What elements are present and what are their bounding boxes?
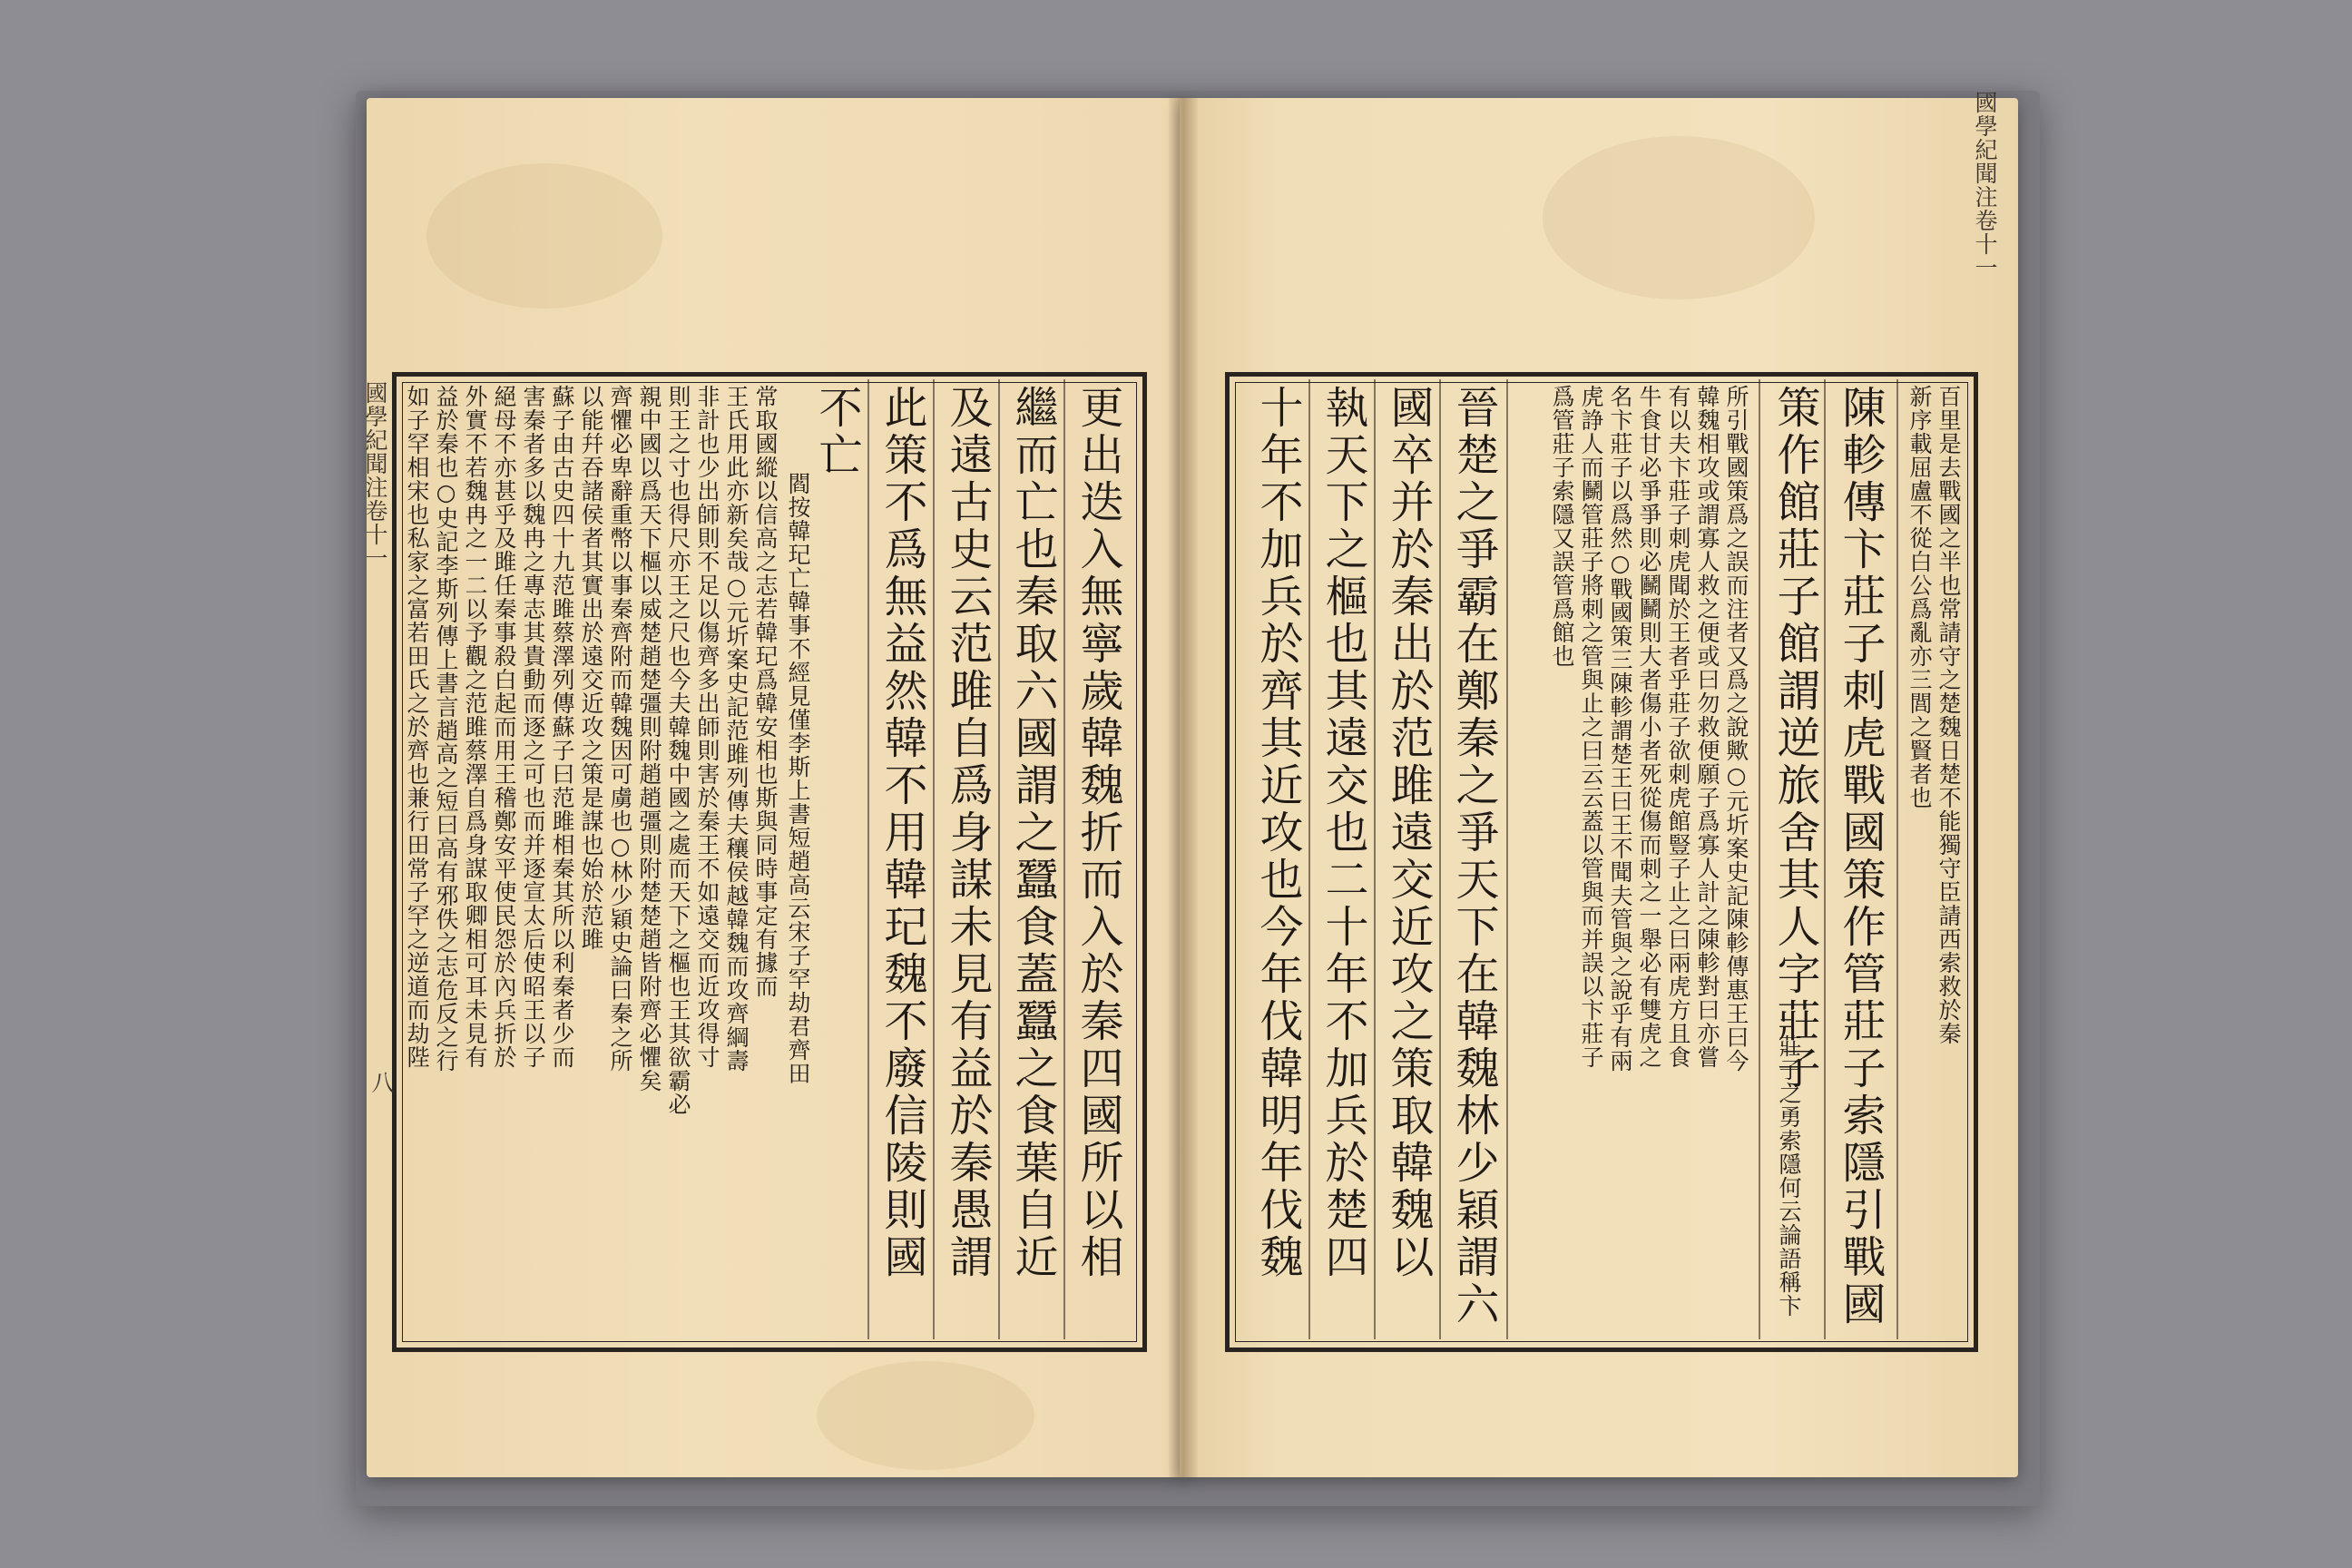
main-text-column: 此策不爲無益然韓不用韓玘魏不廢信陵則國 <box>877 385 927 1281</box>
column-rule <box>1063 379 1065 1339</box>
main-text-column: 更出迭入無寧歲韓魏折而入於秦四國所以相 <box>1073 385 1123 1281</box>
commentary-column: 齊懼必卑辭重幣以事秦齊附而韓魏因可虜也○林少穎史論曰秦之所 <box>607 385 633 1073</box>
commentary-column: 韓魏相攻或謂寡人救之便或曰勿救便願子爲寡人計之陳軫對曰亦嘗 <box>1694 385 1720 1069</box>
book-gutter <box>1169 98 1198 1477</box>
column-rule <box>1759 379 1760 1339</box>
column-rule <box>1896 379 1898 1339</box>
main-text-column: 晉楚之爭霸在鄭秦之爭天下在韓魏林少穎謂六 <box>1448 385 1499 1328</box>
column-rule <box>867 379 869 1339</box>
commentary-column: 牛食甘必爭爭則必鬭鬭則大者傷小者死從傷而刺之一舉必有雙虎之 <box>1636 385 1662 1069</box>
commentary-column: 外實不若魏冉之一二以予觀之范雎蔡澤自爲身謀取卿相可耳未見有 <box>462 385 488 1069</box>
paper-stain <box>817 1361 1034 1470</box>
commentary-column: 有以夫卞莊子刺虎聞於王者乎莊子欲刺虎館豎子止之曰兩虎方且食 <box>1665 385 1691 1069</box>
left-folio: 八 <box>368 1071 395 1094</box>
paper-stain <box>1543 136 1815 299</box>
column-rule <box>1506 379 1508 1339</box>
main-text-column: 國卒并於秦出於范雎遠交近攻之策取韓魏以 <box>1383 385 1434 1281</box>
commentary-column: 爲管莊子索隱又誤管爲館也 <box>1549 385 1575 668</box>
commentary-column: 以能幷吞諸侯者其實出於遠交近攻之策是謀也始於范雎 <box>578 385 604 951</box>
commentary-column: 百里是去戰國之半也常請守之楚魏日楚不能獨守臣請西索救於秦 <box>1936 385 1962 1045</box>
commentary-column: 虎諍人而鬭管莊子將刺之管與止之曰云云蓋以管與而并誤以卞莊子 <box>1578 385 1604 1069</box>
commentary-column: 常取國縱以信高之志若韓玘爲韓安相也斯與同時事定有據而 <box>752 385 779 998</box>
commentary-column: 非計也少出師則不足以傷齊多出師則害於秦王不如遠交而近攻得寸 <box>694 385 720 1069</box>
commentary-column: 則王之寸也得尺亦王之尺也今夫韓魏中國之處而天下之樞也王其欲霸必 <box>665 385 691 1116</box>
commentary-column: 害秦者多以魏冉之專志其貴動而逐之可也而并逐宣太后使昭王以子 <box>520 385 546 1069</box>
commentary-column: 新序載屈盧不從白公爲亂亦三閭之賢者也 <box>1906 385 1933 809</box>
column-rule <box>1824 379 1826 1339</box>
column-rule <box>998 379 1000 1339</box>
heading-column: 陳軫傳卞莊子刺虎戰國策作管莊子索隱引戰國 <box>1835 385 1886 1328</box>
column-rule <box>1374 379 1376 1339</box>
paper-stain <box>426 163 662 309</box>
column-rule <box>1439 379 1441 1339</box>
commentary-column: 所引戰國策爲之誤而注者又爲之說歟○元圻案史記陳軫傳惠王曰今 <box>1723 385 1749 1073</box>
commentary-column: 益於秦也○史記李斯列傳上書言趙高之短曰高有邪佚之志危反之行 <box>433 385 459 1073</box>
column-rule <box>933 379 935 1339</box>
commentary-column: 閻按韓玘亡韓事不經見僅李斯上書短趙高云宋子罕劫君齊田 <box>785 472 811 1085</box>
commentary-column: 名卞莊子以爲然○戰國策三陳軫謂楚王曰王不聞夫管與之說乎有兩 <box>1607 385 1633 1073</box>
right-margin-title: 國學紀聞注卷十一 <box>1972 91 1998 279</box>
heading-continuation: 策作館莊子館謂逆旅舍其人字莊子 <box>1769 385 1820 1093</box>
commentary-column: 親中國以爲天下樞以威楚趙楚彊則附趙趙彊則附楚楚趙皆附齊必懼矣 <box>636 385 662 1093</box>
main-text-column: 執天下之樞也其遠交也二十年不加兵於楚四 <box>1318 385 1368 1281</box>
left-margin-title: 國學紀聞注卷十一 <box>362 381 388 570</box>
main-text-column: 繼而亡也秦取六國謂之蠶食蓋蠶之食葉自近 <box>1007 385 1058 1281</box>
main-text-column: 及遠古史云范雎自爲身謀未見有益於秦愚謂 <box>942 385 993 1281</box>
commentary-column: 王氏用此亦新矣哉○元圻案史記范雎列傳夫穰侯越韓魏而攻齊綱壽 <box>723 385 750 1073</box>
column-rule <box>1308 379 1310 1339</box>
commentary-column: 絕母不亦甚乎及雎任秦事殺白起而用王稽鄭安平使民怨於內兵折於 <box>491 385 517 1069</box>
main-text-column: 不亡 <box>811 385 862 479</box>
main-text-column: 十年不加兵於齊其近攻也今年伐韓明年伐魏 <box>1252 385 1303 1281</box>
commentary-column: 蘇子由古史四十九范雎蔡澤列傳蘇子曰范雎相秦其所以利秦者少而 <box>549 385 575 1069</box>
heading-note: 莊子之勇索隱何云論語稱卞 <box>1776 1034 1802 1318</box>
commentary-column: 如子罕相宋也私家之富若田氏之於齊也兼行田常子罕之逆道而劫陛 <box>404 385 430 1069</box>
